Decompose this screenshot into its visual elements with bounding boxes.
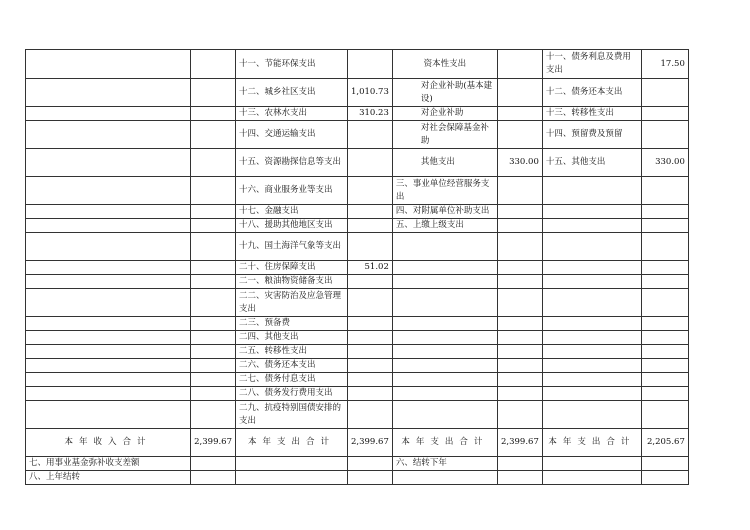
- table-cell: [542, 457, 641, 471]
- table-cell: [26, 345, 191, 359]
- table-cell: [392, 317, 497, 331]
- table-row: [26, 401, 689, 429]
- table-cell: 三、事业单位经营服务支出: [392, 177, 497, 205]
- table-cell: [392, 471, 497, 485]
- table-cell: [497, 275, 542, 289]
- table-cell: [542, 471, 641, 485]
- income-total-value: 2,399.67: [191, 429, 236, 457]
- table-cell: 十四、交通运输支出: [236, 121, 348, 149]
- table-cell: 十一、债务利息及费用支出: [542, 50, 641, 79]
- table-cell: 五、上缴上级支出: [392, 219, 497, 233]
- expense-total-label: 本年支出合计: [236, 429, 348, 457]
- table-cell: 51.02: [348, 261, 393, 275]
- table-cell: [497, 331, 542, 345]
- table-cell: 310.23: [348, 107, 393, 121]
- table-cell: [392, 233, 497, 261]
- table-cell: 十三、转移性支出: [542, 107, 641, 121]
- table-cell: [348, 205, 393, 219]
- table-cell: [348, 219, 393, 233]
- table-cell: [191, 149, 236, 177]
- table-row: [26, 275, 689, 289]
- table-cell: 资本性支出: [392, 50, 497, 79]
- table-cell: [191, 317, 236, 331]
- table-cell: 对企业补助: [392, 107, 497, 121]
- table-cell: [348, 317, 393, 331]
- table-cell: [542, 219, 641, 233]
- table-row: [26, 233, 689, 261]
- table-cell: [497, 121, 542, 149]
- table-cell: [26, 79, 191, 107]
- table-cell: [26, 107, 191, 121]
- table-cell: 六、结转下年: [392, 457, 497, 471]
- table-cell: [26, 50, 191, 79]
- table-cell: [191, 331, 236, 345]
- table-cell: [26, 317, 191, 331]
- table-cell: [26, 219, 191, 233]
- table-cell: [348, 359, 393, 373]
- table-cell: [191, 387, 236, 401]
- table-row: [26, 345, 689, 359]
- table-row: [26, 457, 689, 471]
- table-cell: [348, 331, 393, 345]
- table-cell: 十二、债务还本支出: [542, 79, 641, 107]
- table-cell: [497, 289, 542, 317]
- table-cell: 十七、金融支出: [236, 205, 348, 219]
- table-row: [26, 50, 689, 79]
- table-cell: [497, 387, 542, 401]
- table-cell: [26, 261, 191, 275]
- table-cell: [26, 289, 191, 317]
- table-cell: [26, 359, 191, 373]
- table-cell: [542, 359, 641, 373]
- table-cell: 其他支出: [392, 149, 497, 177]
- table-cell: [641, 331, 688, 345]
- table-cell: [348, 401, 393, 429]
- table-row: [26, 261, 689, 275]
- table-cell: [641, 121, 688, 149]
- table-cell: [191, 107, 236, 121]
- table-cell: [542, 275, 641, 289]
- table-row: [26, 317, 689, 331]
- table-cell: [26, 331, 191, 345]
- table-cell: 对社会保障基金补助: [392, 121, 497, 149]
- table-cell: [542, 177, 641, 205]
- table-cell: [191, 345, 236, 359]
- table-cell: [191, 289, 236, 317]
- table-cell: 二一、粮油物资储备支出: [236, 275, 348, 289]
- table-cell: 1,010.73: [348, 79, 393, 107]
- table-cell: 十二、城乡社区支出: [236, 79, 348, 107]
- table-cell: [641, 359, 688, 373]
- table-cell: 二七、债务付息支出: [236, 373, 348, 387]
- table-cell: [26, 149, 191, 177]
- table-cell: [26, 401, 191, 429]
- table-cell: [191, 373, 236, 387]
- table-row: [26, 471, 689, 485]
- table-cell: 七、用事业基金弥补收支差额: [26, 457, 191, 471]
- expense-total-value: 2,399.67: [497, 429, 542, 457]
- expense-total-value: 2,399.67: [348, 429, 393, 457]
- table-cell: [497, 401, 542, 429]
- table-row: [26, 331, 689, 345]
- table-cell: [26, 387, 191, 401]
- table-cell: [26, 205, 191, 219]
- table-cell: [542, 317, 641, 331]
- expense-total-value: 2,205.67: [641, 429, 688, 457]
- table-cell: [26, 177, 191, 205]
- table-cell: [392, 275, 497, 289]
- table-row: [26, 219, 689, 233]
- table-cell: [641, 261, 688, 275]
- table-cell: [191, 177, 236, 205]
- table-cell: [348, 50, 393, 79]
- table-cell: [641, 387, 688, 401]
- table-cell: [542, 261, 641, 275]
- table-cell: [641, 205, 688, 219]
- table-cell: 十六、商业服务业等支出: [236, 177, 348, 205]
- table-row: [26, 359, 689, 373]
- table-cell: 十一、节能环保支出: [236, 50, 348, 79]
- table-row: [26, 149, 689, 177]
- table-cell: [348, 373, 393, 387]
- table-cell: 二五、转移性支出: [236, 345, 348, 359]
- table-cell: [191, 121, 236, 149]
- table-cell: [641, 373, 688, 387]
- table-cell: 十四、预留费及预留: [542, 121, 641, 149]
- table-cell: [191, 401, 236, 429]
- table-cell: [497, 359, 542, 373]
- table-cell: [348, 345, 393, 359]
- table-cell: 十九、国土海洋气象等支出: [236, 233, 348, 261]
- table-cell: 330.00: [497, 149, 542, 177]
- table-cell: 四、对附属单位补助支出: [392, 205, 497, 219]
- table-cell: [392, 401, 497, 429]
- table-cell: 二九、抗疫特别国债安排的支出: [236, 401, 348, 429]
- table-cell: 二四、其他支出: [236, 331, 348, 345]
- expense-total-label: 本年支出合计: [542, 429, 641, 457]
- table-cell: [641, 219, 688, 233]
- table-cell: [236, 457, 348, 471]
- table-cell: [392, 345, 497, 359]
- table-cell: [497, 345, 542, 359]
- table-cell: [497, 177, 542, 205]
- table-cell: [641, 317, 688, 331]
- table-cell: [497, 79, 542, 107]
- table-cell: [641, 457, 688, 471]
- table-cell: 十三、农林水支出: [236, 107, 348, 121]
- table-cell: 二六、债务还本支出: [236, 359, 348, 373]
- table-cell: [191, 359, 236, 373]
- table-cell: 八、上年结转: [26, 471, 191, 485]
- table-cell: [236, 471, 348, 485]
- table-cell: 二二、灾害防治及应急管理支出: [236, 289, 348, 317]
- table-cell: [497, 317, 542, 331]
- table-cell: [542, 331, 641, 345]
- budget-table: [25, 49, 689, 485]
- table-row: [26, 107, 689, 121]
- table-row: [26, 205, 689, 219]
- table-cell: [392, 331, 497, 345]
- table-row: [26, 121, 689, 149]
- table-cell: [348, 149, 393, 177]
- table-cell: 对企业补助(基本建设): [392, 79, 497, 107]
- table-cell: 二八、债务发行费用支出: [236, 387, 348, 401]
- table-cell: [542, 373, 641, 387]
- table-cell: [348, 471, 393, 485]
- table-cell: [497, 457, 542, 471]
- table-cell: [191, 79, 236, 107]
- table-cell: [348, 275, 393, 289]
- table-cell: [497, 219, 542, 233]
- table-cell: [392, 373, 497, 387]
- table-cell: [641, 107, 688, 121]
- income-total-label: 本年收入合计: [26, 429, 191, 457]
- table-cell: [497, 50, 542, 79]
- table-cell: [641, 177, 688, 205]
- table-cell: [497, 107, 542, 121]
- table-cell: [191, 457, 236, 471]
- table-cell: [26, 121, 191, 149]
- table-cell: [392, 359, 497, 373]
- table-cell: [348, 233, 393, 261]
- table-cell: 十八、援助其他地区支出: [236, 219, 348, 233]
- table-cell: 二十、住房保障支出: [236, 261, 348, 275]
- table-cell: [348, 289, 393, 317]
- table-cell: [497, 261, 542, 275]
- table-cell: [497, 471, 542, 485]
- table-cell: [641, 289, 688, 317]
- table-cell: [392, 289, 497, 317]
- table-cell: [542, 345, 641, 359]
- table-cell: [348, 177, 393, 205]
- table-cell: [641, 471, 688, 485]
- table-cell: [191, 219, 236, 233]
- table-cell: [191, 50, 236, 79]
- table-cell: [191, 205, 236, 219]
- table-cell: [348, 387, 393, 401]
- expense-total-label: 本年支出合计: [392, 429, 497, 457]
- table-cell: [26, 233, 191, 261]
- table-cell: [542, 205, 641, 219]
- budget-sheet: [25, 49, 689, 485]
- table-cell: [191, 261, 236, 275]
- table-cell: [542, 289, 641, 317]
- table-cell: 二三、预备费: [236, 317, 348, 331]
- table-row: [26, 387, 689, 401]
- table-cell: [348, 457, 393, 471]
- table-cell: 十五、其他支出: [542, 149, 641, 177]
- table-cell: 17.50: [641, 50, 688, 79]
- table-cell: 330.00: [641, 149, 688, 177]
- table-cell: [542, 233, 641, 261]
- totals-row: [26, 429, 689, 457]
- table-cell: 十五、资源勘探信息等支出: [236, 149, 348, 177]
- table-cell: [641, 275, 688, 289]
- table-cell: [191, 471, 236, 485]
- table-row: [26, 79, 689, 107]
- table-cell: [641, 345, 688, 359]
- table-cell: [497, 233, 542, 261]
- table-cell: [348, 121, 393, 149]
- table-cell: [191, 275, 236, 289]
- table-cell: [191, 233, 236, 261]
- table-cell: [641, 401, 688, 429]
- table-cell: [26, 275, 191, 289]
- table-cell: [542, 387, 641, 401]
- table-cell: [542, 401, 641, 429]
- table-row: [26, 289, 689, 317]
- table-row: [26, 177, 689, 205]
- table-cell: [497, 205, 542, 219]
- table-cell: [641, 79, 688, 107]
- table-cell: [497, 373, 542, 387]
- table-cell: [392, 387, 497, 401]
- table-cell: [26, 373, 191, 387]
- table-row: [26, 373, 689, 387]
- table-cell: [392, 261, 497, 275]
- table-cell: [641, 233, 688, 261]
